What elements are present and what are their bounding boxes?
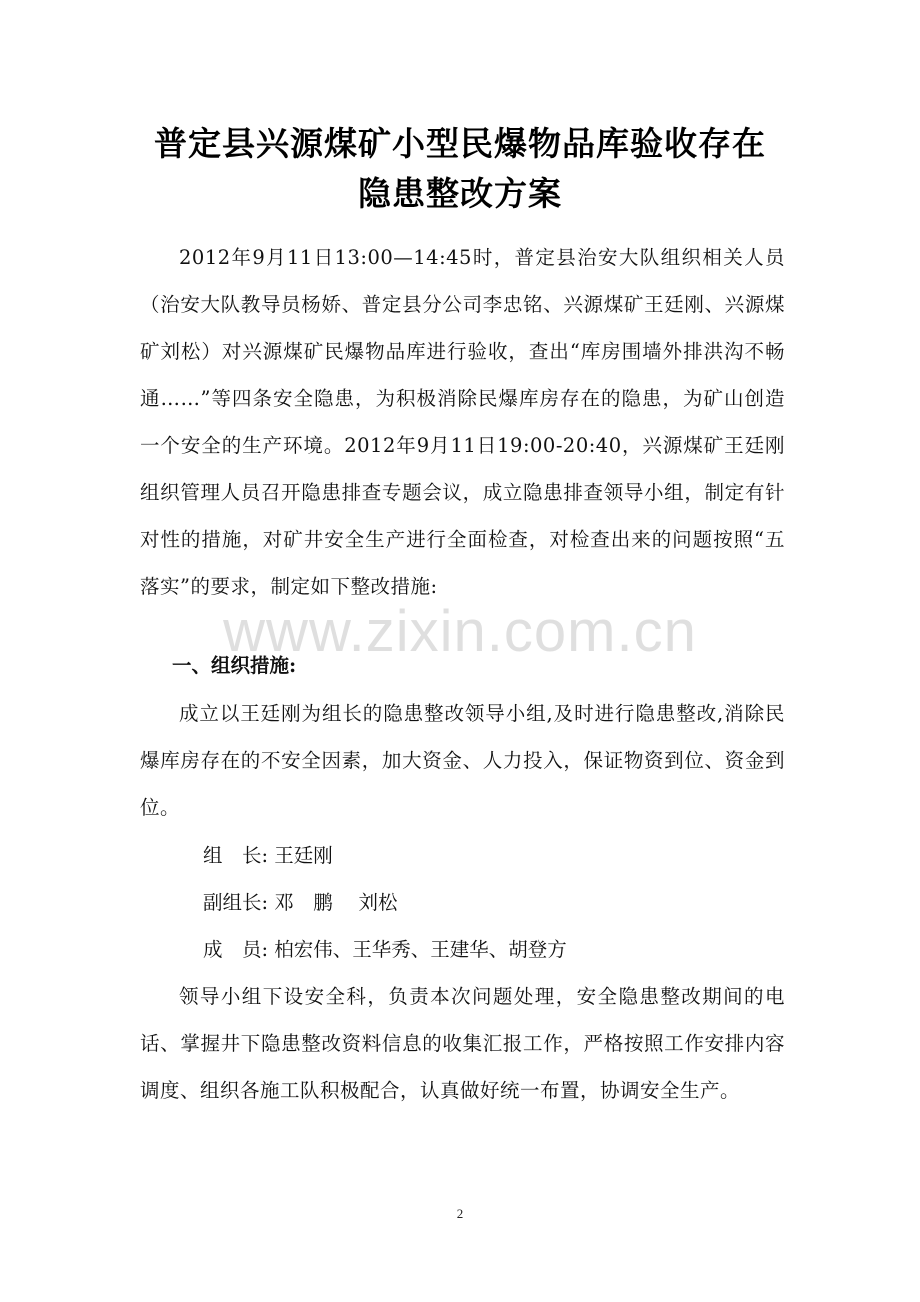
watermark: www.zixin.com.cn (223, 599, 697, 664)
document-title-line-1: 普定县兴源煤矿小型民爆物品库验收存在 (154, 124, 766, 163)
team-members-line: 成 员: 柏宏伟、王华秀、王建华、胡登方 (203, 938, 567, 961)
safety-office-paragraph: 领导小组下设安全科，负责本次问题处理，安全隐患整改期间的电话、掌握井下隐患整改资料信息的收集汇报工作，严格按照工作安排内容调度、组织各施工队积极配合，认真做好统一布置，协调安全生产。 (140, 985, 785, 1102)
organization-paragraph: 成立以王廷刚为组长的隐患整改领导小组,及时进行隐患整改,消除民爆库房存在的不安全因素，加大资金、人力投入，保证物资到位、资金到位。 (140, 702, 785, 819)
deputy-leader-line: 副组长: 邓 鹏 刘松 (203, 891, 398, 914)
section-heading-organization: 一、组织措施: (172, 654, 297, 677)
page-number: 2 (456, 1206, 464, 1221)
team-leader-line: 组 长: 王廷刚 (203, 844, 333, 867)
intro-paragraph: 2012年9月11日13:00—14:45时，普定县治安大队组织相关人员（治安大队教导员杨娇、普定县分公司李忠铭、兴源煤矿王廷刚、兴源煤矿刘松）对兴源煤矿民爆物品库进行验收，查出“库房围墙外排洪沟不畅通……”等四条安全隐患，为积极消除民爆库房存在的隐患，为矿山创造一个安全的生产环境。2012年9月11日19:00-20:40，兴源煤矿王廷刚组织管理人员召开隐患排查专题会议，成立隐患排查领导小组，制定有针对性的措施，对矿井安全生产进行全面检查，对检查出来的问题按照“五落实”的要求，制定如下整改措施: (140, 246, 785, 598)
document-title-line-2: 隐患整改方案 (358, 174, 562, 213)
